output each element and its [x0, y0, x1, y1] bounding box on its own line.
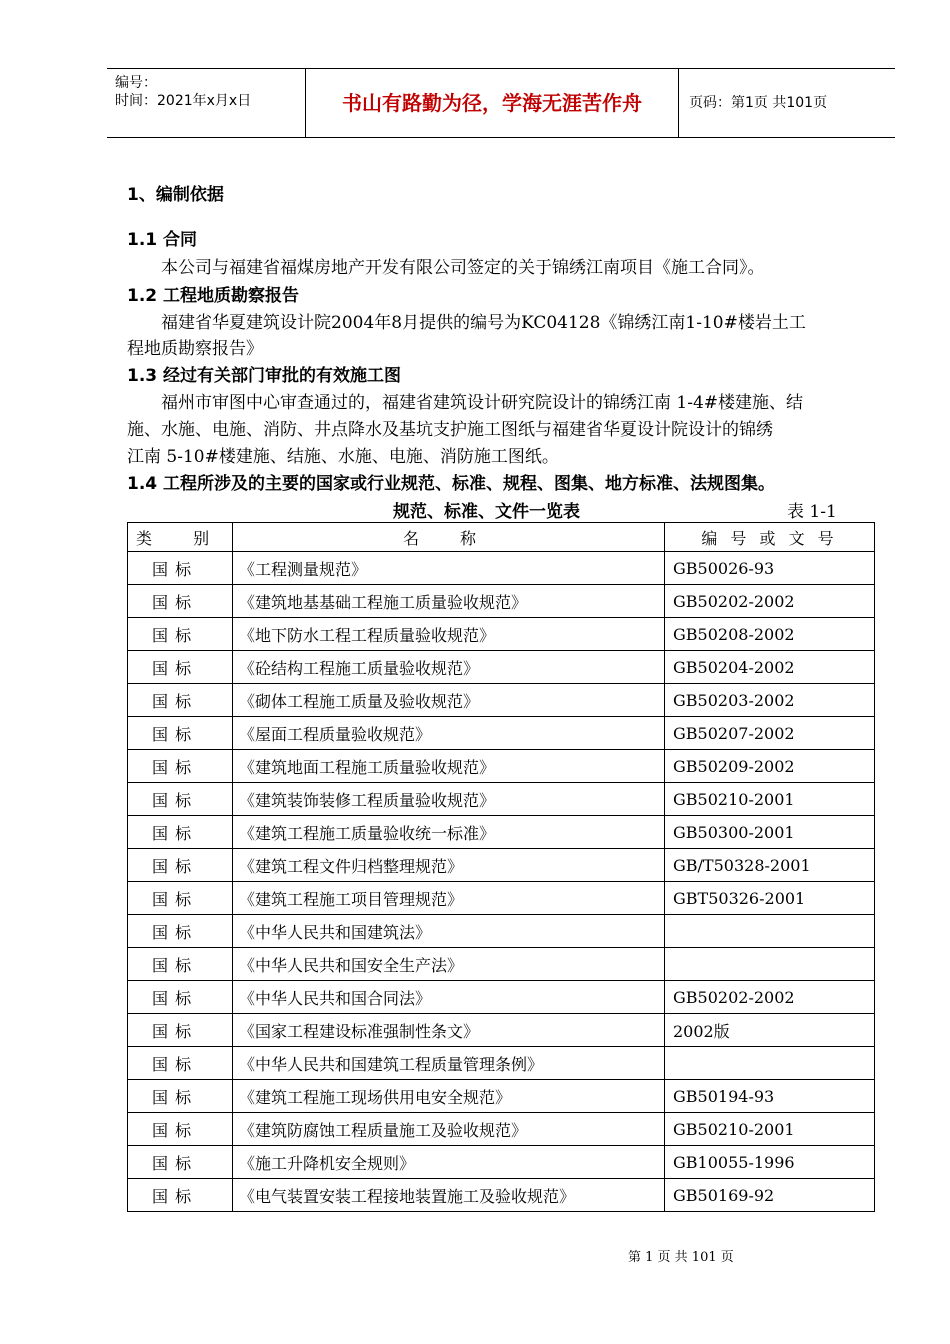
section-1-3-paragraph-line-1: 福州市审图中心审查通过的，福建省建筑设计研究院设计的锦绣江南 1-4#楼建施、结 [161, 393, 804, 413]
table-number: 表 1-1 [787, 502, 837, 522]
row-code: GB/T50328-2001 [665, 849, 875, 882]
table-header-row [128, 523, 875, 552]
table-row [128, 651, 875, 684]
section-1-1-paragraph: 本公司与福建省福煤房地产开发有限公司签定的关于锦绣江南项目《施工合同》。 [161, 258, 765, 278]
row-name: 《建筑地基基础工程施工质量验收规范》 [233, 585, 665, 618]
row-code: GB50207-2002 [665, 717, 875, 750]
row-name: 《国家工程建设标准强制性条文》 [233, 1014, 665, 1047]
table-row [128, 684, 875, 717]
row-code: GB50300-2001 [665, 816, 875, 849]
row-category: 国 标 [128, 948, 233, 981]
table-caption: 规范、标准、文件一览表 [393, 502, 580, 522]
section-1-2-heading: 1.2 工程地质勘察报告 [127, 286, 300, 306]
row-code [665, 948, 875, 981]
table-row [128, 618, 875, 651]
row-name: 《建筑地面工程施工质量验收规范》 [233, 750, 665, 783]
row-category: 国 标 [128, 882, 233, 915]
footer-page-number: 第 1 页 共 101 页 [628, 1250, 734, 1265]
section-1-1-heading: 1.1 合同 [127, 230, 198, 250]
row-code: GB50209-2002 [665, 750, 875, 783]
row-category: 国 标 [128, 1179, 233, 1212]
section-1-heading: 1、编制依据 [127, 185, 224, 205]
table-row [128, 915, 875, 948]
row-code: GB50194-93 [665, 1080, 875, 1113]
row-category: 国 标 [128, 1014, 233, 1047]
row-category: 国 标 [128, 1080, 233, 1113]
section-1-2-paragraph-line-1: 福建省华夏建筑设计院2004年8月提供的编号为KC04128《锦绣江南1-10#楼岩土工 [161, 313, 806, 333]
section-1-4-heading: 1.4 工程所涉及的主要的国家或行业规范、标准、规程、图集、地方标准、法规图集。 [127, 474, 776, 494]
row-category: 国 标 [128, 651, 233, 684]
header-name: 名 称 [233, 523, 665, 552]
table-row [128, 750, 875, 783]
table-row [128, 1179, 875, 1212]
table-row [128, 585, 875, 618]
table-row [128, 1080, 875, 1113]
row-code: GB50202-2002 [665, 981, 875, 1014]
row-name: 《砼结构工程施工质量验收规范》 [233, 651, 665, 684]
row-category: 国 标 [128, 1047, 233, 1080]
table-row [128, 1146, 875, 1179]
table-row [128, 981, 875, 1014]
row-code: GB50204-2002 [665, 651, 875, 684]
table-row [128, 882, 875, 915]
row-category: 国 标 [128, 1146, 233, 1179]
row-name: 《施工升降机安全规则》 [233, 1146, 665, 1179]
header-motto: 书山有路勤为径，学海无涯苦作舟 [306, 69, 679, 137]
table-row [128, 783, 875, 816]
row-code: GB50202-2002 [665, 585, 875, 618]
row-name: 《建筑装饰装修工程质量验收规范》 [233, 783, 665, 816]
row-category: 国 标 [128, 552, 233, 585]
row-name: 《中华人民共和国安全生产法》 [233, 948, 665, 981]
table-row [128, 849, 875, 882]
row-category: 国 标 [128, 849, 233, 882]
row-category: 国 标 [128, 684, 233, 717]
row-name: 《建筑防腐蚀工程质量施工及验收规范》 [233, 1113, 665, 1146]
row-code [665, 1047, 875, 1080]
header-code: 编 号 或 文 号 [665, 523, 875, 552]
table-row [128, 816, 875, 849]
row-name: 《地下防水工程工程质量验收规范》 [233, 618, 665, 651]
table-row [128, 1047, 875, 1080]
row-category: 国 标 [128, 816, 233, 849]
row-category: 国 标 [128, 585, 233, 618]
row-category: 国 标 [128, 717, 233, 750]
standards-table [127, 522, 875, 1212]
row-name: 《工程测量规范》 [233, 552, 665, 585]
section-1-3-heading: 1.3 经过有关部门审批的有效施工图 [127, 366, 402, 386]
header-category: 类 别 [128, 523, 233, 552]
row-category: 国 标 [128, 783, 233, 816]
row-name: 《电气装置安装工程接地装置施工及验收规范》 [233, 1179, 665, 1212]
row-name: 《建筑工程文件归档整理规范》 [233, 849, 665, 882]
row-code: GB50208-2002 [665, 618, 875, 651]
row-code: GB50210-2001 [665, 1113, 875, 1146]
row-code: GB50210-2001 [665, 783, 875, 816]
number-label: 编号： [115, 75, 157, 91]
table-row [128, 1113, 875, 1146]
row-code: 2002版 [665, 1014, 875, 1047]
section-1-3-paragraph-line-3: 江南 5-10#楼建施、结施、水施、电施、消防施工图纸。 [127, 447, 559, 467]
table-row [128, 1014, 875, 1047]
table-row [128, 552, 875, 585]
row-code [665, 915, 875, 948]
row-name: 《建筑工程施工现场供用电安全规范》 [233, 1080, 665, 1113]
row-name: 《中华人民共和国建筑工程质量管理条例》 [233, 1047, 665, 1080]
row-name: 《砌体工程施工质量及验收规范》 [233, 684, 665, 717]
row-category: 国 标 [128, 981, 233, 1014]
row-code: GB50169-92 [665, 1179, 875, 1212]
section-1-3-paragraph-line-2: 施、水施、电施、消防、井点降水及基坑支护施工图纸与福建省华夏设计院设计的锦绣 [127, 420, 773, 440]
row-name: 《中华人民共和国建筑法》 [233, 915, 665, 948]
row-category: 国 标 [128, 1113, 233, 1146]
time-label: 时间：2021年x月x日 [115, 93, 252, 109]
row-category: 国 标 [128, 915, 233, 948]
table-row [128, 948, 875, 981]
row-name: 《建筑工程施工项目管理规范》 [233, 882, 665, 915]
row-name: 《中华人民共和国合同法》 [233, 981, 665, 1014]
row-category: 国 标 [128, 618, 233, 651]
header-meta [107, 69, 306, 137]
row-name: 《屋面工程质量验收规范》 [233, 717, 665, 750]
row-name: 《建筑工程施工质量验收统一标准》 [233, 816, 665, 849]
row-code: GB10055-1996 [665, 1146, 875, 1179]
row-code: GB50026-93 [665, 552, 875, 585]
page-header [107, 68, 895, 138]
table-row [128, 717, 875, 750]
header-page-info: 页码：第1页 共101页 [689, 95, 828, 111]
section-1-2-paragraph-line-2: 程地质勘察报告》 [127, 339, 263, 359]
row-code: GBT50326-2001 [665, 882, 875, 915]
row-category: 国 标 [128, 750, 233, 783]
row-code: GB50203-2002 [665, 684, 875, 717]
